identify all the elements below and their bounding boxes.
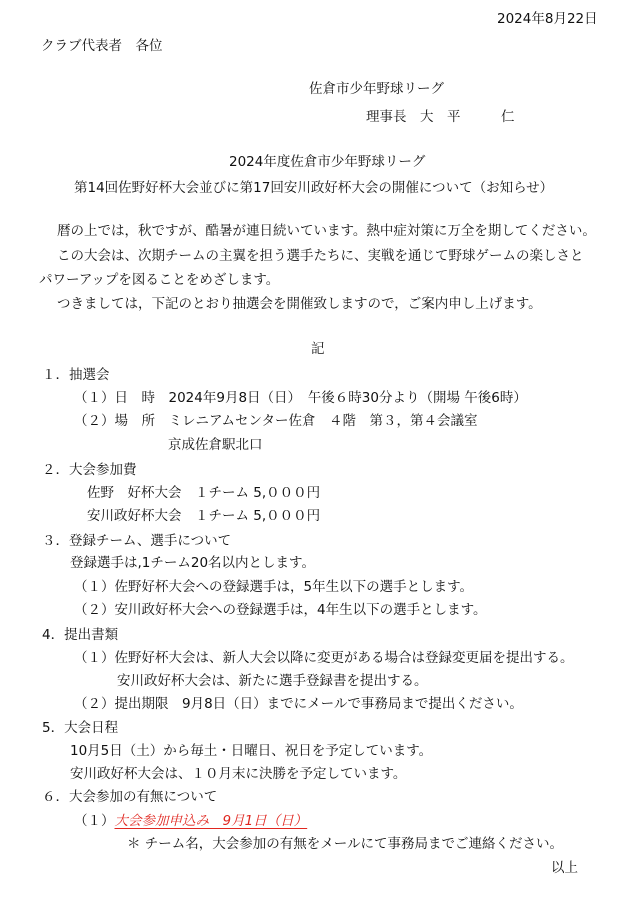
ki-heading: 記 (311, 341, 325, 357)
section-4-item-1: （１）佐野好杯大会は、新人大会以降に変更がある場合は登録変更届を提出する。 (74, 650, 574, 666)
section-3-item-3: （２）安川政好杯大会への登録選手は，4年生以下の選手とします。 (74, 602, 487, 618)
document-title-line2: 第14回佐野好杯大会並びに第17回安川政好杯大会の開催について（お知らせ） (74, 180, 554, 196)
section-2-item-1: 佐野 好杯大会 １チーム 5,０００円 (87, 485, 321, 501)
section-6-item-1-prefix: （１） (74, 813, 115, 829)
entry-deadline-highlight: 大会参加申込み 9月1日（日） (114, 813, 308, 829)
section-2-heading: ２．大会参加費 (42, 462, 137, 478)
section-3-item-2: （１）佐野好杯大会への登録選手は，5年生以下の選手とします。 (74, 579, 474, 595)
section-3-heading: ３．登録チーム、選手について (42, 533, 232, 549)
section-5-item-1: 10月5日（土）から毎土・日曜日、祝日を予定しています。 (70, 743, 433, 759)
section-6-note: ＊ チーム名，大会参加の有無をメールにて事務局までご連絡ください。 (127, 836, 564, 852)
section-5-item-2: 安川政好杯大会は、１０月末に決勝を予定しています。 (70, 766, 407, 782)
document-title-line1: 2024年度佐倉市少年野球リーグ (229, 154, 426, 170)
document-date: 2024年8月22日 (497, 11, 598, 27)
section-4-heading: 4．提出書類 (42, 627, 119, 643)
section-1-item-2: （２）場 所 ミレニアムセンター佐倉 ４階 第３，第４会議室 (74, 413, 478, 429)
section-4-item-2: 安川政好杯大会は、新たに選手登録書を提出する。 (117, 673, 428, 689)
section-4-item-3: （２）提出期限 9月8日（日）までにメールで事務局まで提出ください。 (74, 696, 523, 712)
body-paragraph-3: パワーアップを図ることをめざします。 (39, 272, 280, 288)
section-6-item-1 (74, 815, 307, 829)
body-paragraph-4: つきましては，下記のとおり抽選会を開催致しますので，ご案内申し上げます。 (57, 296, 542, 312)
section-6-heading: ６．大会参加の有無について (42, 789, 218, 805)
closing-ijou: 以上 (551, 860, 578, 876)
sender-title-name: 理事長 大 平 仁 (366, 109, 515, 125)
section-1-item-3: 京成佐倉駅北口 (168, 437, 263, 453)
section-1-item-1: （１）日 時 2024年9月8日（日） 午後６時30分より（開場 午後6時） (74, 390, 527, 406)
section-5-heading: 5．大会日程 (42, 720, 119, 736)
body-paragraph-1: 暦の上では，秋ですが、酷暑が連日続いています。熱中症対策に万全を期してください。 (57, 223, 596, 239)
body-paragraph-2: この大会は、次期チームの主翼を担う選手たちに、実戦を通じて野球ゲームの楽しさと (57, 248, 584, 264)
section-3-item-1: 登録選手は,1チーム20名以内とします。 (70, 555, 315, 571)
sender-organization: 佐倉市少年野球リーグ (309, 81, 444, 97)
addressee: クラブ代表者 各位 (41, 38, 163, 54)
section-1-heading: １．抽選会 (42, 367, 110, 383)
section-2-item-2: 安川政好杯大会 １チーム 5,０００円 (87, 508, 321, 524)
